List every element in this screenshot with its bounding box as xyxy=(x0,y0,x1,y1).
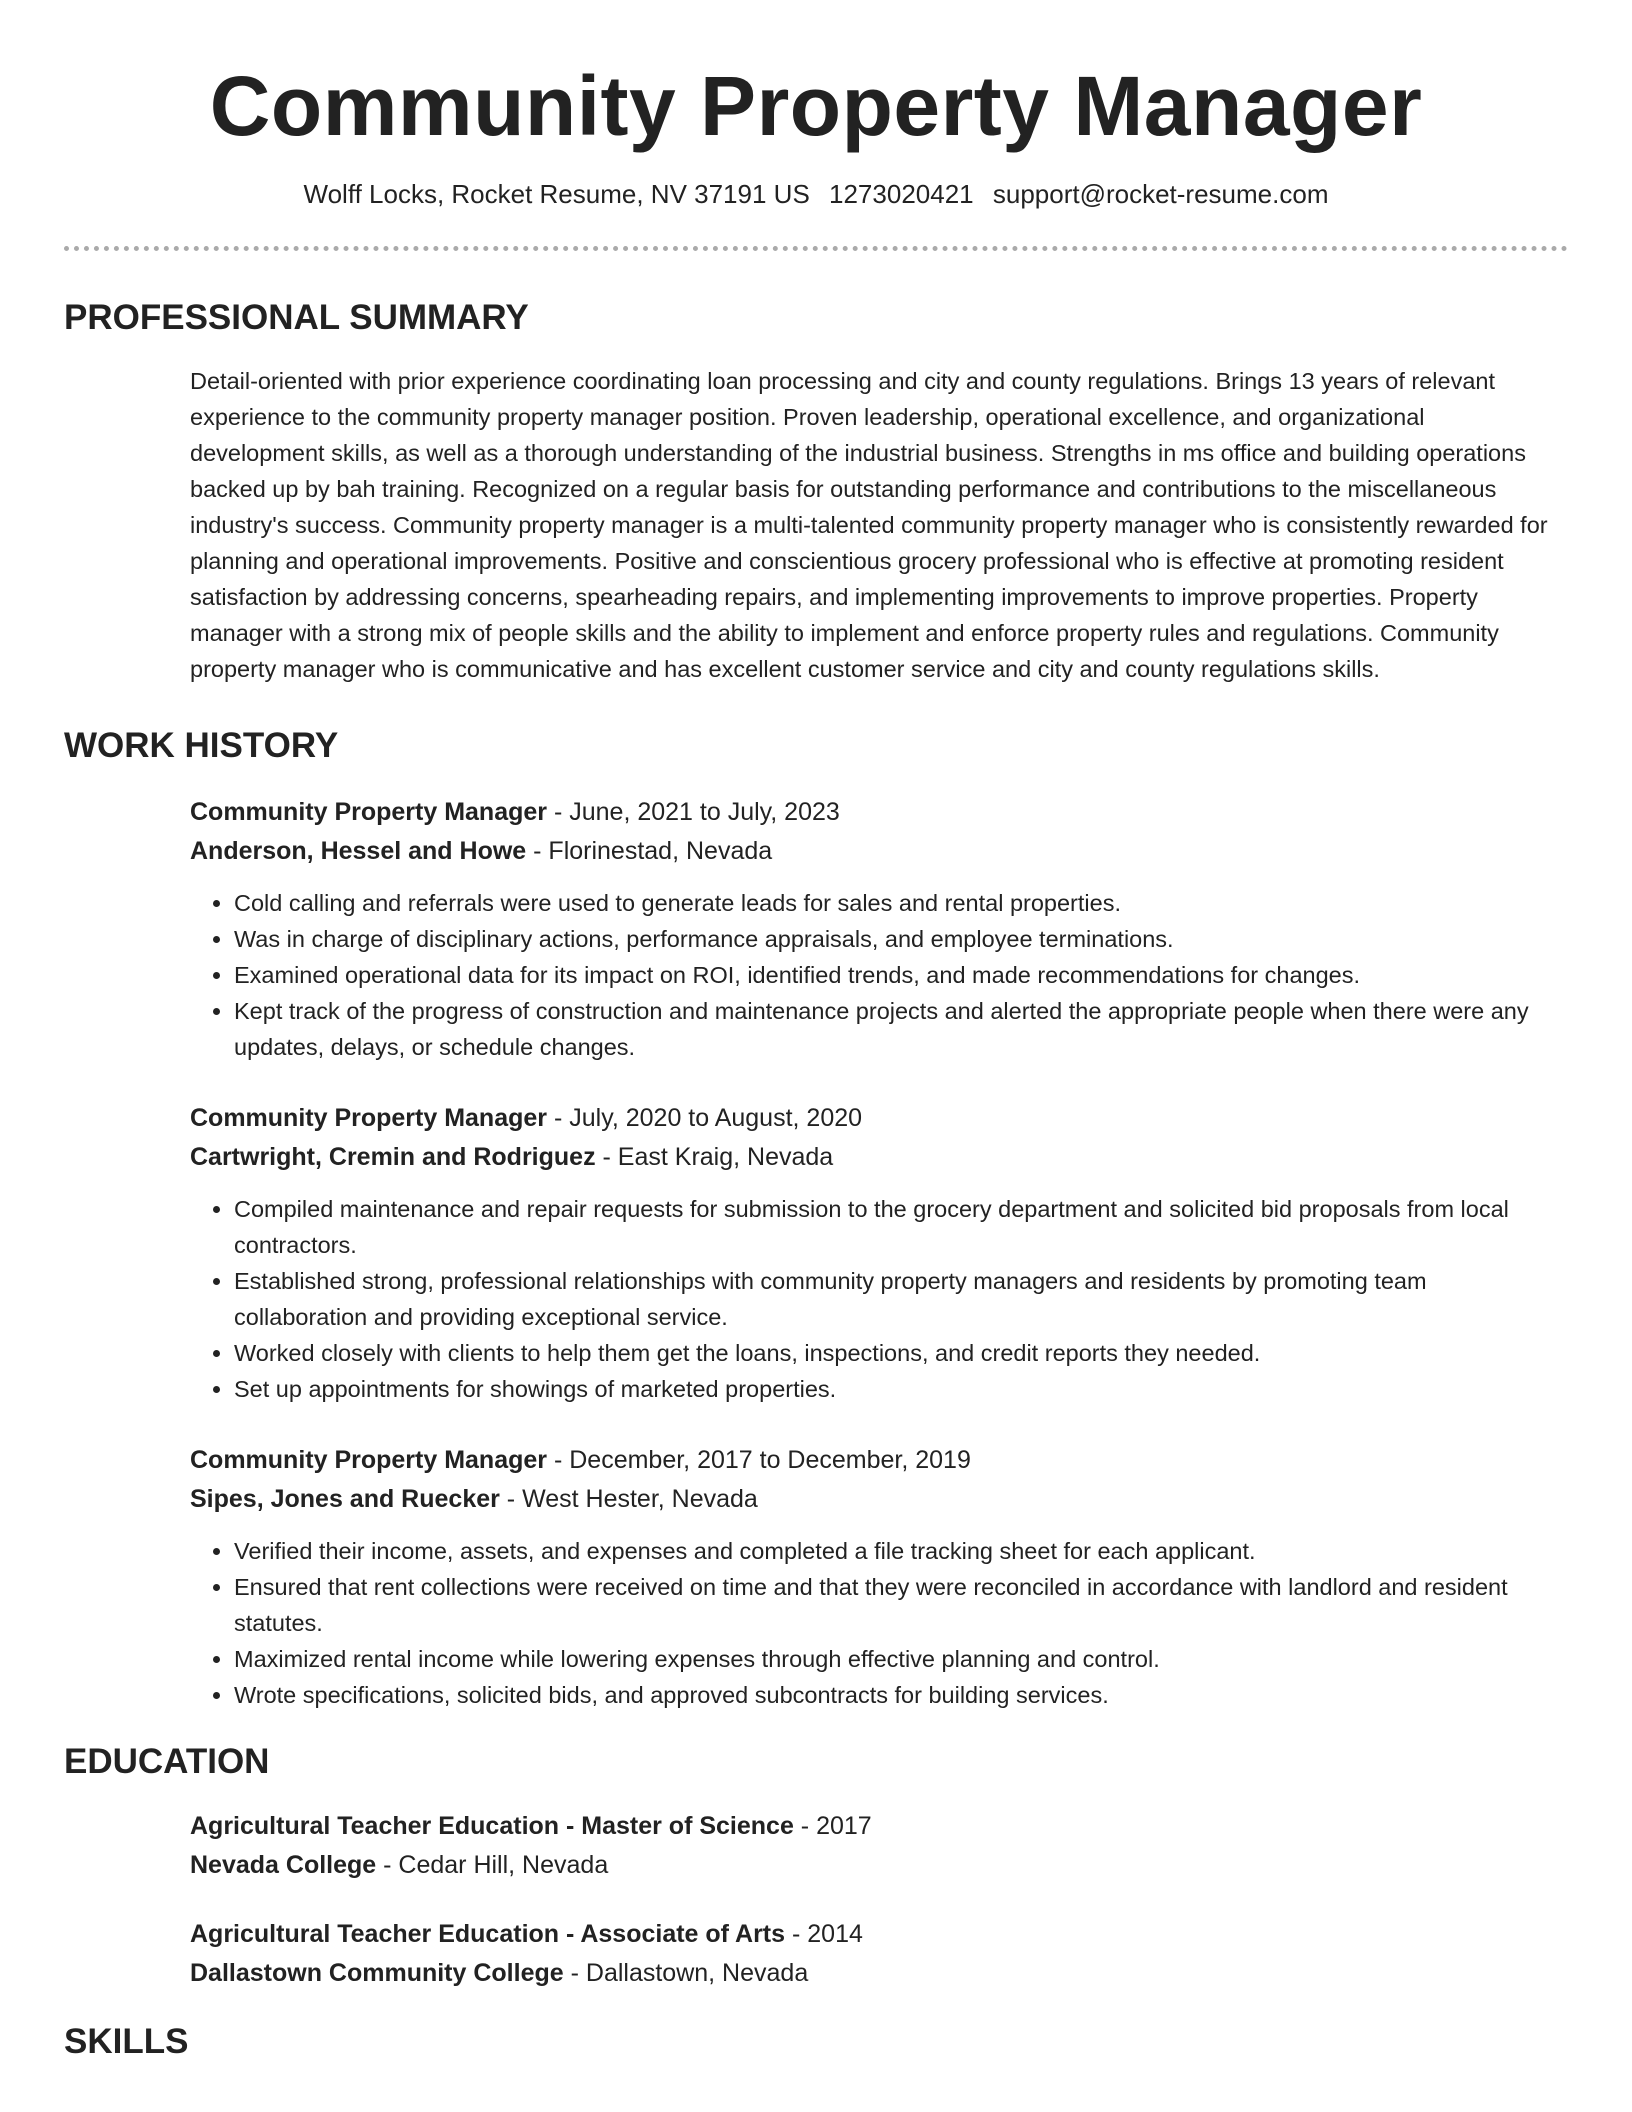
job-location: - East Kraig, Nevada xyxy=(595,1143,834,1171)
contact-line xyxy=(64,178,1568,210)
header-divider xyxy=(64,246,1568,251)
job-title-line xyxy=(190,1099,1560,1138)
work-history-heading: WORK HISTORY xyxy=(64,726,339,765)
education-location: - Cedar Hill, Nevada xyxy=(376,1851,609,1879)
skills-heading: SKILLS xyxy=(64,2022,189,2061)
list-item: • Worked closely with clients to help them get the loans, inspections, and credit reports they needed. xyxy=(234,1335,1560,1371)
education-degree-line xyxy=(190,1915,1560,1954)
list-item: • Examined operational data for its impact on ROI, identified trends, and made recommendations for changes. xyxy=(234,957,1560,993)
job-company-line xyxy=(190,1480,1560,1519)
summary-text: Detail-oriented with prior experience coordinating loan processing and city and county regulations. Brings 13 years of relevant experience to the community property manager position. Proven leadership, operational excellence, and organizational development skills, as well as a thorough understanding of the industrial business. Strengths in ms office and building operations backed up by bah training. Recognized on a regular basis for outstanding performance and contributions to the miscellaneous industry's success. Community property manager is a multi-talented community property manager who is consistently rewarded for planning and operational improvements. Positive and conscientious grocery professional who is effective at promoting resident satisfaction by addressing concerns, spearheading repairs, and implementing improvements to improve properties. Property manager with a strong mix of people skills and the ability to implement and enforce property rules and regulations. Community property manager who is communicative and has excellent customer service and city and county regulations skills. xyxy=(190,368,1548,682)
education-degree: Agricultural Teacher Education - Associate of Arts xyxy=(190,1920,786,1948)
contact-phone: 1273020421 xyxy=(829,179,974,209)
education-school: Dallastown Community College xyxy=(190,1959,564,1987)
list-item: • Set up appointments for showings of marketed properties. xyxy=(234,1371,1560,1407)
education-degree: Agricultural Teacher Education - Master of Science xyxy=(190,1812,794,1840)
job-company-line xyxy=(190,832,1560,871)
job-company: Sipes, Jones and Ruecker xyxy=(190,1485,500,1513)
list-item: • Kept track of the progress of construction and maintenance projects and alerted the appropriate people when there were any updates, delays, or schedule changes. xyxy=(234,993,1560,1065)
job-title-line xyxy=(190,793,1560,832)
job-entry xyxy=(190,1441,1560,1713)
education-school-line xyxy=(190,1846,1560,1885)
job-role: Community Property Manager xyxy=(190,1446,548,1474)
job-location: - West Hester, Nevada xyxy=(499,1485,758,1513)
list-item: • Maximized rental income while lowering expenses through effective planning and control. xyxy=(234,1641,1560,1677)
work-history-section xyxy=(190,793,1560,1713)
list-item: • Cold calling and referrals were used to generate leads for sales and rental properties. xyxy=(234,885,1560,921)
resume-name: Community Property Manager xyxy=(209,59,1423,153)
education-degree-line xyxy=(190,1807,1560,1846)
job-dates: - July, 2020 to August, 2020 xyxy=(547,1104,863,1132)
education-year: - 2014 xyxy=(785,1920,863,1948)
education-section xyxy=(190,1807,1560,1993)
contact-email: support@rocket-resume.com xyxy=(992,179,1329,209)
summary-heading: PROFESSIONAL SUMMARY xyxy=(64,298,529,337)
education-entry xyxy=(190,1915,1560,1993)
job-entry xyxy=(190,1099,1560,1407)
job-dates: - June, 2021 to July, 2023 xyxy=(547,798,840,826)
education-year: - 2017 xyxy=(793,1812,872,1840)
contact-address: Wolff Locks, Rocket Resume, NV 37191 US xyxy=(303,179,810,209)
list-item: • Wrote specifications, solicited bids, and approved subcontracts for building services. xyxy=(234,1677,1560,1713)
job-entry xyxy=(190,793,1560,1065)
list-item: • Was in charge of disciplinary actions, performance appraisals, and employee terminations. xyxy=(234,921,1560,957)
job-role: Community Property Manager xyxy=(190,798,548,826)
job-bullets xyxy=(190,885,1560,1065)
education-location: - Dallastown, Nevada xyxy=(563,1959,809,1987)
job-role: Community Property Manager xyxy=(190,1104,548,1132)
education-heading: EDUCATION xyxy=(64,1742,270,1781)
education-entry xyxy=(190,1807,1560,1885)
summary-section xyxy=(190,363,1560,687)
list-item: • Established strong, professional relationships with community property managers and residents by promoting team collaboration and providing exceptional service. xyxy=(234,1263,1560,1335)
education-school: Nevada College xyxy=(190,1851,377,1879)
job-company-line xyxy=(190,1138,1560,1177)
list-item: • Verified their income, assets, and expenses and completed a file tracking sheet for each applicant. xyxy=(234,1533,1560,1569)
job-location: - Florinestad, Nevada xyxy=(526,837,773,865)
job-bullets xyxy=(190,1191,1560,1407)
job-company: Anderson, Hessel and Howe xyxy=(190,837,527,865)
job-title-line xyxy=(190,1441,1560,1480)
list-item: • Ensured that rent collections were received on time and that they were reconciled in accordance with landlord and resident statutes. xyxy=(234,1569,1560,1641)
job-dates: - December, 2017 to December, 2019 xyxy=(547,1446,971,1474)
job-company: Cartwright, Cremin and Rodriguez xyxy=(190,1143,596,1171)
list-item: • Compiled maintenance and repair requests for submission to the grocery department and solicited bid proposals from local contractors. xyxy=(234,1191,1560,1263)
education-school-line xyxy=(190,1954,1560,1993)
resume-page xyxy=(64,0,1568,2063)
job-bullets xyxy=(190,1533,1560,1713)
